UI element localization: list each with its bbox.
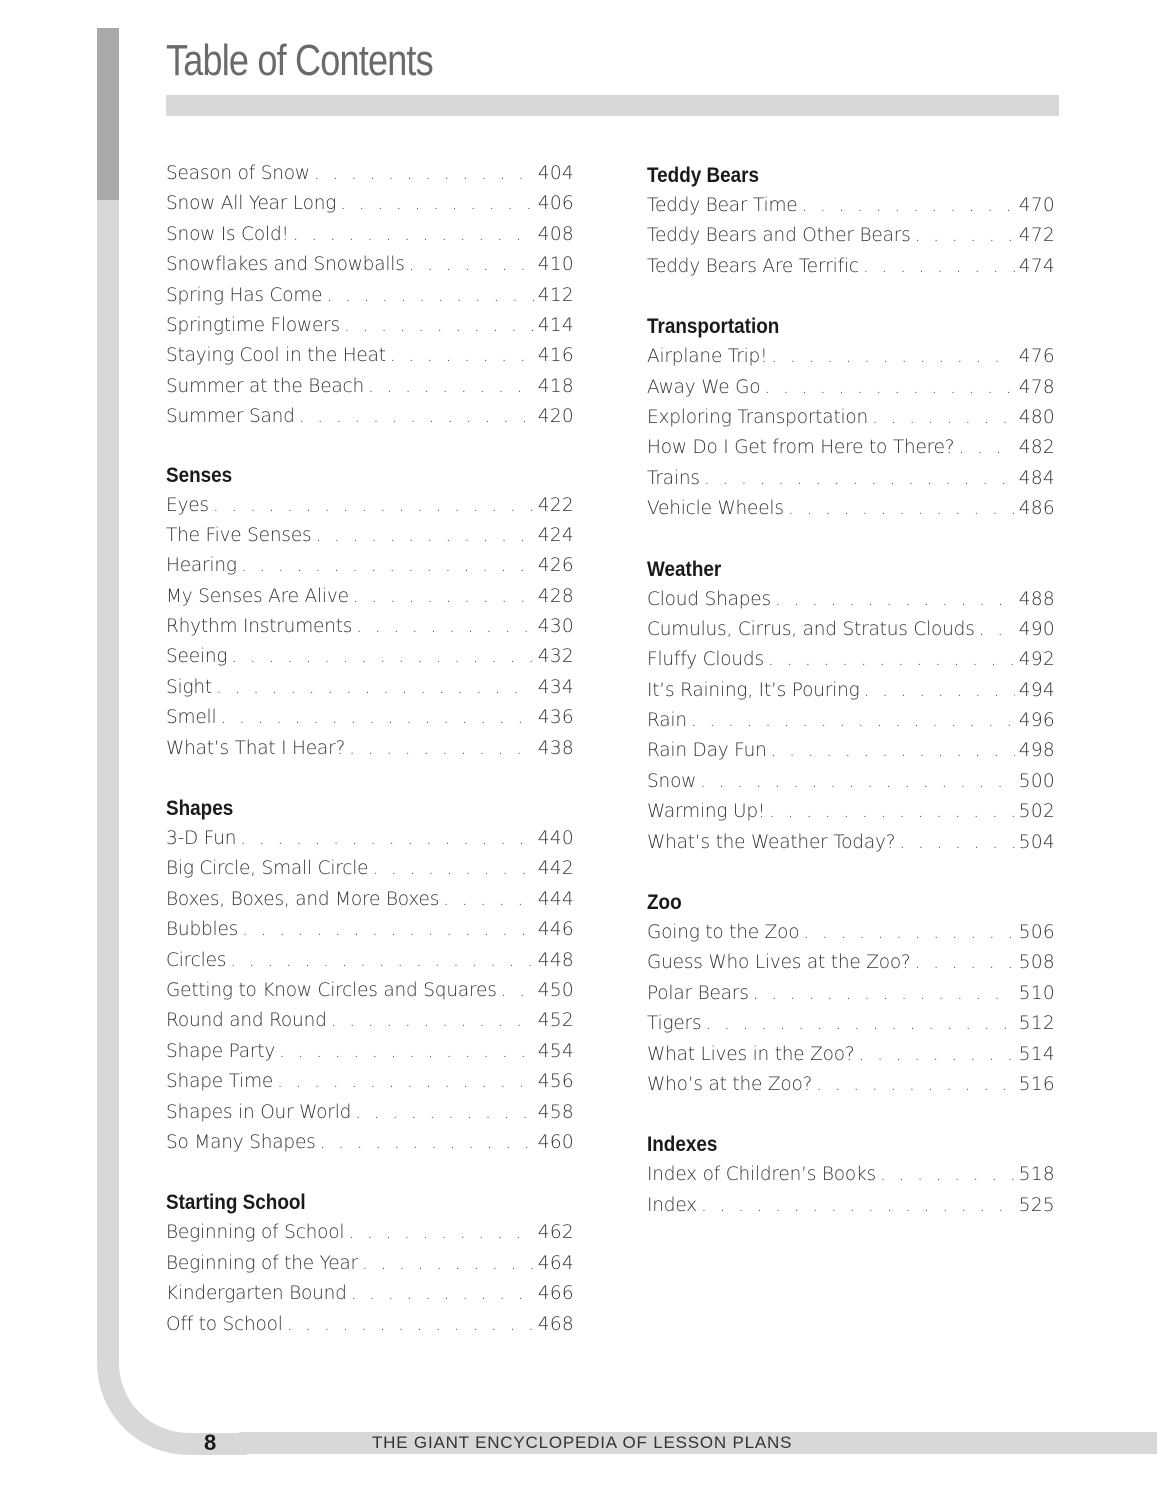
dot-leader <box>368 372 534 402</box>
entry-title: Going to the Zoo <box>647 922 800 944</box>
entry-page-number: 498 <box>1018 740 1055 762</box>
entry-page-number: 454 <box>537 1040 574 1062</box>
footer-book-title: THE GIANT ENCYCLOPEDIA OF LESSON PLANS <box>372 1433 793 1452</box>
entry-title: Summer Sand <box>166 406 295 428</box>
entry-title: My Senses Are Alive <box>166 585 349 607</box>
toc-entry[interactable] <box>166 612 574 642</box>
dot-leader <box>240 824 534 854</box>
toc-entry[interactable] <box>647 191 1055 221</box>
dot-leader <box>863 252 1015 282</box>
toc-entry[interactable] <box>647 1040 1055 1070</box>
entry-page-number: 500 <box>1018 770 1055 792</box>
toc-entry[interactable] <box>647 1009 1055 1039</box>
entry-title: So Many Shapes <box>166 1131 316 1153</box>
entry-title: Shape Party <box>166 1040 276 1062</box>
entry-page-number: 508 <box>1018 952 1055 974</box>
toc-entry[interactable] <box>166 642 574 672</box>
entry-page-number: 404 <box>537 163 574 184</box>
entry-title: Vehicle Wheels <box>647 498 784 520</box>
toc-column-left <box>166 159 574 1340</box>
section-heading: Weather <box>647 557 722 581</box>
entry-page-number: 428 <box>537 585 574 607</box>
dot-leader <box>390 341 534 371</box>
entry-page-number: 488 <box>1018 588 1055 610</box>
toc-entry[interactable] <box>647 403 1055 433</box>
dot-leader <box>293 220 534 250</box>
toc-entry[interactable] <box>647 797 1055 827</box>
entry-title: Tigers <box>647 1013 702 1035</box>
entry-page-number: 456 <box>537 1071 574 1093</box>
entry-title: Polar Bears <box>647 982 749 1004</box>
entry-page-number: 414 <box>537 314 574 336</box>
entry-page-number: 444 <box>537 888 574 910</box>
dot-leader <box>349 734 534 764</box>
dot-leader <box>220 703 533 733</box>
section-heading: Starting School <box>166 1191 306 1215</box>
entry-page-number: 458 <box>537 1101 574 1123</box>
entry-page-number: 492 <box>1018 649 1055 671</box>
entry-page-number: 496 <box>1018 710 1055 732</box>
toc-section <box>647 555 1055 859</box>
dot-leader <box>771 736 1015 766</box>
entry-page-number: 436 <box>537 707 574 729</box>
entry-title: How Do I Get from Here to There? <box>647 437 955 459</box>
entry-title: Index of Children’s Books <box>647 1164 876 1186</box>
dot-leader <box>864 676 1015 706</box>
toc-entry[interactable] <box>647 645 1055 675</box>
toc-entry[interactable] <box>166 976 574 1006</box>
toc-section <box>166 794 574 1158</box>
entry-title: Smell <box>166 707 217 729</box>
dot-leader <box>872 403 1015 433</box>
toc-section <box>166 1188 574 1340</box>
dot-leader <box>320 1128 534 1158</box>
toc-entry[interactable] <box>647 464 1055 494</box>
entry-title: Trains <box>647 467 700 489</box>
entry-page-number: 484 <box>1018 467 1055 489</box>
dot-leader <box>915 221 1015 251</box>
toc-entry[interactable] <box>647 828 1055 858</box>
entry-page-number: 476 <box>1018 346 1055 368</box>
toc-section <box>647 312 1055 524</box>
entry-title: Snowflakes and Snowballs <box>166 254 405 276</box>
entry-title: Teddy Bears Are Terrific <box>647 255 859 277</box>
toc-entry[interactable] <box>166 824 574 854</box>
dot-leader <box>331 1006 534 1036</box>
dot-leader <box>768 645 1015 675</box>
dot-leader <box>213 491 534 521</box>
toc-entry[interactable] <box>647 433 1055 463</box>
entry-title: Season of Snow <box>166 163 310 184</box>
dot-leader <box>801 191 1014 221</box>
entry-title: Beginning of the Year <box>166 1252 358 1274</box>
dot-leader <box>753 979 1015 1009</box>
toc-entry[interactable] <box>647 948 1055 978</box>
toc-entry[interactable] <box>166 159 574 189</box>
entry-title: Rain <box>647 710 687 732</box>
dot-leader <box>231 642 534 672</box>
toc-entry[interactable] <box>166 220 574 250</box>
toc-entry[interactable] <box>166 372 574 402</box>
entry-title: Index <box>647 1194 697 1216</box>
toc-entry[interactable] <box>166 1006 574 1036</box>
entry-page-number: 490 <box>1018 618 1055 640</box>
toc-entry[interactable] <box>647 767 1055 797</box>
entry-title: Off to School <box>166 1313 283 1335</box>
dot-leader <box>326 281 533 311</box>
toc-entry[interactable] <box>166 1218 574 1248</box>
entry-title: Warming Up! <box>647 801 766 823</box>
dot-leader <box>230 946 534 976</box>
entry-page-number: 448 <box>537 949 574 971</box>
toc-section <box>647 888 1055 1100</box>
page-number: 8 <box>204 1430 217 1455</box>
toc-entry[interactable] <box>647 676 1055 706</box>
dot-leader <box>287 1310 534 1340</box>
entry-page-number: 406 <box>537 193 574 215</box>
dot-leader <box>277 1067 534 1097</box>
entry-title: Springtime Flowers <box>166 314 340 336</box>
dot-leader <box>351 1279 534 1309</box>
entry-title: What Lives in the Zoo? <box>647 1043 855 1065</box>
dot-leader <box>501 976 534 1006</box>
toc-entry[interactable] <box>166 250 574 280</box>
entry-page-number: 446 <box>537 919 574 941</box>
toc-entry[interactable] <box>166 281 574 311</box>
entry-title: Rain Day Fun <box>647 740 767 762</box>
entry-title: Beginning of School <box>166 1222 345 1244</box>
dot-leader <box>353 582 534 612</box>
entry-page-number: 434 <box>537 676 574 698</box>
dot-leader <box>409 250 534 280</box>
entry-page-number: 422 <box>537 494 574 516</box>
entry-title: Getting to Know Circles and Squares <box>166 979 497 1001</box>
dot-leader <box>859 1040 1015 1070</box>
entry-page-number: 438 <box>537 737 574 759</box>
entry-page-number: 418 <box>537 375 574 397</box>
entry-page-number: 474 <box>1018 255 1055 277</box>
entry-title: Sight <box>166 676 212 698</box>
dot-leader <box>788 494 1015 524</box>
toc-entry[interactable] <box>166 551 574 581</box>
dot-leader <box>348 1218 533 1248</box>
dot-leader <box>769 797 1015 827</box>
entry-page-number: 464 <box>537 1252 574 1274</box>
toc-entry[interactable] <box>647 1070 1055 1100</box>
toc-entry[interactable] <box>647 979 1055 1009</box>
entry-title: Seeing <box>166 646 228 668</box>
entry-page-number: 472 <box>1018 225 1055 247</box>
toc-entry[interactable] <box>166 341 574 371</box>
toc-entry[interactable] <box>166 1249 574 1279</box>
toc-entry[interactable] <box>166 854 574 884</box>
toc-entry[interactable] <box>647 373 1055 403</box>
dot-leader <box>691 706 1015 736</box>
entry-title: Bubbles <box>166 919 239 941</box>
section-heading: Transportation <box>647 315 780 339</box>
entry-title: Shapes in Our World <box>166 1101 352 1123</box>
entry-title: Kindergarten Bound <box>166 1283 347 1305</box>
entry-title: Teddy Bear Time <box>647 195 798 216</box>
entry-page-number: 482 <box>1018 437 1055 459</box>
entry-title: Away We Go <box>647 376 761 398</box>
page-frame-accent <box>97 28 119 200</box>
entry-page-number: 440 <box>537 828 574 850</box>
entry-title: Spring Has Come <box>166 284 323 306</box>
page-title: Table of Contents <box>166 36 433 85</box>
entry-title: Snow All Year Long <box>166 193 337 215</box>
toc-entry[interactable] <box>166 885 574 915</box>
dot-leader <box>279 1037 534 1067</box>
toc-entry[interactable] <box>166 703 574 733</box>
toc-section <box>166 461 574 765</box>
dot-leader <box>764 373 1014 403</box>
entry-title: Guess Who Lives at the Zoo? <box>647 952 911 974</box>
entry-page-number: 510 <box>1018 982 1055 1004</box>
toc-entry[interactable] <box>166 1067 574 1097</box>
toc-entry[interactable] <box>647 1160 1055 1190</box>
toc-entry[interactable] <box>166 1037 574 1067</box>
entry-page-number: 470 <box>1018 195 1055 216</box>
entry-page-number: 424 <box>537 524 574 546</box>
entry-page-number: 502 <box>1018 801 1055 823</box>
toc-entry[interactable] <box>647 585 1055 615</box>
entry-title: Snow Is Cold! <box>166 223 289 245</box>
dot-leader <box>775 585 1015 615</box>
entry-page-number: 462 <box>537 1222 574 1244</box>
entry-title: Snow <box>647 770 697 792</box>
toc-entry[interactable] <box>647 221 1055 251</box>
dot-leader <box>771 342 1014 372</box>
dot-leader <box>241 551 534 581</box>
toc-entry[interactable] <box>647 615 1055 645</box>
entry-title: Boxes, Boxes, and More Boxes <box>166 888 440 910</box>
entry-page-number: 432 <box>537 646 574 668</box>
dot-leader <box>803 918 1014 948</box>
dot-leader <box>340 189 534 219</box>
entry-title: Hearing <box>166 555 237 577</box>
section-heading: Zoo <box>647 891 682 915</box>
section-heading: Indexes <box>647 1133 718 1157</box>
toc-entry[interactable] <box>166 946 574 976</box>
entry-title: Eyes <box>166 494 209 516</box>
dot-leader <box>344 311 534 341</box>
entry-title: Circles <box>166 949 227 971</box>
dot-leader <box>362 1249 534 1279</box>
dot-leader <box>899 828 1014 858</box>
toc-section <box>647 161 1055 282</box>
entry-title: It’s Raining, It’s Pouring <box>647 679 860 701</box>
entry-title: Cloud Shapes <box>647 588 771 610</box>
entry-page-number: 486 <box>1018 498 1055 520</box>
toc-column-right <box>647 161 1055 1221</box>
entry-page-number: 452 <box>537 1010 574 1032</box>
dot-leader <box>314 159 534 189</box>
entry-title: Shape Time <box>166 1071 274 1093</box>
entry-title: 3-D Fun <box>166 828 237 850</box>
entry-page-number: 466 <box>537 1283 574 1305</box>
entry-title: What’s the Weather Today? <box>647 831 896 853</box>
toc-entry[interactable] <box>166 673 574 703</box>
dot-leader <box>315 521 533 551</box>
dot-leader <box>356 612 534 642</box>
toc-entry[interactable] <box>647 1191 1055 1221</box>
entry-title: Airplane Trip! <box>647 346 768 368</box>
section-heading: Teddy Bears <box>647 164 760 187</box>
entry-page-number: 504 <box>1018 831 1055 853</box>
toc-entry[interactable] <box>166 311 574 341</box>
entry-page-number: 512 <box>1018 1013 1055 1035</box>
entry-page-number: 410 <box>537 254 574 276</box>
toc-entry[interactable] <box>166 1310 574 1340</box>
entry-page-number: 468 <box>537 1313 574 1335</box>
toc-entry[interactable] <box>647 736 1055 766</box>
toc-entry[interactable] <box>166 1098 574 1128</box>
entry-page-number: 494 <box>1018 679 1055 701</box>
entry-page-number: 525 <box>1018 1194 1055 1216</box>
entry-page-number: 518 <box>1018 1164 1055 1186</box>
toc-entry[interactable] <box>166 189 574 219</box>
entry-page-number: 514 <box>1018 1043 1055 1065</box>
entry-title: What’s That I Hear? <box>166 737 346 759</box>
toc-entry[interactable] <box>166 521 574 551</box>
dot-leader <box>355 1098 534 1128</box>
toc-entry[interactable] <box>166 582 574 612</box>
toc-entry[interactable] <box>166 915 574 945</box>
entry-page-number: 416 <box>537 345 574 367</box>
toc-entry[interactable] <box>166 734 574 764</box>
dot-leader <box>443 885 534 915</box>
entry-page-number: 450 <box>537 979 574 1001</box>
dot-leader <box>372 854 533 884</box>
entry-title: Summer at the Beach <box>166 375 365 397</box>
entry-title: Cumulus, Cirrus, and Stratus Clouds <box>647 618 975 640</box>
dot-leader <box>299 402 534 432</box>
entry-title: Round and Round <box>166 1010 327 1032</box>
toc-entry[interactable] <box>647 342 1055 372</box>
entry-title: Fluffy Clouds <box>647 649 764 671</box>
toc-entry[interactable] <box>166 491 574 521</box>
toc-entry[interactable] <box>647 252 1055 282</box>
dot-leader <box>704 464 1015 494</box>
entry-title: Who’s at the Zoo? <box>647 1073 813 1095</box>
dot-leader <box>880 1160 1015 1190</box>
dot-leader <box>700 767 1015 797</box>
dot-leader <box>915 948 1015 978</box>
entry-page-number: 420 <box>537 406 574 428</box>
toc-entry[interactable] <box>166 1279 574 1309</box>
entry-page-number: 408 <box>537 223 574 245</box>
dot-leader <box>979 615 1015 645</box>
entry-title: Exploring Transportation <box>647 406 869 428</box>
title-rule <box>166 95 1059 116</box>
entry-page-number: 442 <box>537 858 574 880</box>
dot-leader <box>701 1191 1015 1221</box>
entry-title: The Five Senses <box>166 524 312 546</box>
toc-entry[interactable] <box>166 1128 574 1158</box>
entry-title: Big Circle, Small Circle <box>166 858 369 880</box>
entry-title: Staying Cool in the Heat <box>166 345 386 367</box>
toc-entry[interactable] <box>647 494 1055 524</box>
entry-page-number: 412 <box>537 284 574 306</box>
entry-page-number: 480 <box>1018 406 1055 428</box>
dot-leader <box>705 1009 1014 1039</box>
dot-leader <box>816 1070 1015 1100</box>
toc-entry[interactable] <box>166 402 574 432</box>
toc-section <box>647 1130 1055 1221</box>
entry-title: Teddy Bears and Other Bears <box>647 225 911 247</box>
dot-leader <box>242 915 534 945</box>
dot-leader <box>216 673 534 703</box>
entry-page-number: 506 <box>1018 922 1055 944</box>
entry-page-number: 516 <box>1018 1073 1055 1095</box>
toc-section <box>166 159 574 433</box>
entry-title: Rhythm Instruments <box>166 616 353 638</box>
entry-page-number: 430 <box>537 616 574 638</box>
section-heading: Senses <box>166 463 233 487</box>
toc-entry[interactable] <box>647 918 1055 948</box>
entry-page-number: 478 <box>1018 376 1055 398</box>
toc-entry[interactable] <box>647 706 1055 736</box>
dot-leader <box>958 433 1014 463</box>
entry-page-number: 460 <box>537 1131 574 1153</box>
entry-page-number: 426 <box>537 555 574 577</box>
section-heading: Shapes <box>166 797 234 821</box>
